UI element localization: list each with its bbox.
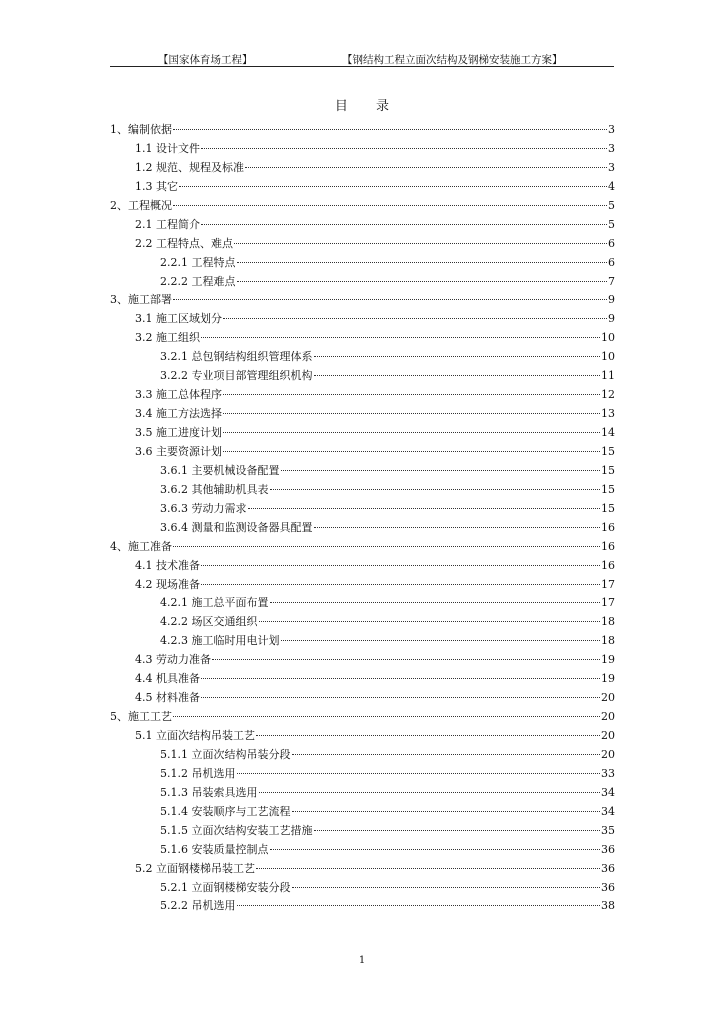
- toc-entry-label: 3.2.1 总包钢结构组织管理体系: [160, 350, 313, 364]
- toc-dot-leader: [256, 735, 600, 736]
- toc-entry-label: 2.2.1 工程特点: [160, 255, 236, 269]
- toc-entry[interactable]: [110, 803, 615, 822]
- toc-entry-page: 6: [608, 236, 615, 250]
- toc-dot-leader: [201, 337, 600, 338]
- toc-entry-label: 2.2 工程特点、难点: [135, 236, 233, 250]
- toc-entry-page: 18: [601, 634, 615, 648]
- toc-dot-leader: [179, 186, 607, 187]
- toc-dot-leader: [237, 905, 601, 906]
- toc-entry[interactable]: [110, 613, 615, 632]
- toc-entry-label: 3.6 主要资源计划: [135, 444, 222, 458]
- toc-entry-page: 36: [601, 861, 615, 875]
- toc-entry-label: 4.2.3 施工临时用电计划: [160, 634, 280, 648]
- toc-entry[interactable]: [110, 348, 615, 367]
- toc-dot-leader: [201, 678, 600, 679]
- toc-entry-label: 5.2.2 吊机选用: [160, 899, 236, 913]
- toc-entry-page: 3: [608, 141, 615, 155]
- toc-entry-label: 1.2 规范、规程及标准: [135, 160, 244, 174]
- toc-entry[interactable]: [110, 594, 615, 613]
- toc-dot-leader: [314, 527, 601, 528]
- toc-entry-label: 5.1.1 立面次结构吊装分段: [160, 747, 291, 761]
- toc-entry-label: 4.5 材料准备: [135, 691, 200, 705]
- toc-entry-page: 10: [601, 331, 615, 345]
- toc-entry-page: 10: [601, 350, 615, 364]
- toc-title: 目 录: [334, 99, 402, 114]
- toc-dot-leader: [237, 773, 601, 774]
- toc-entry-page: 20: [601, 691, 615, 705]
- toc-entry-page: 16: [601, 539, 615, 553]
- toc-entry[interactable]: [110, 254, 615, 273]
- table-of-contents: [110, 121, 615, 916]
- toc-entry[interactable]: [110, 216, 615, 235]
- toc-entry-page: 16: [601, 558, 615, 572]
- toc-dot-leader: [223, 318, 607, 319]
- toc-dot-leader: [223, 432, 600, 433]
- toc-entry-page: 18: [601, 615, 615, 629]
- toc-entry-page: 15: [601, 501, 615, 515]
- toc-entry-label: 3.5 施工进度计划: [135, 426, 222, 439]
- toc-entry[interactable]: [110, 481, 615, 500]
- toc-dot-leader: [173, 716, 600, 717]
- toc-dot-leader: [201, 565, 600, 566]
- toc-entry-label: 5.2 立面钢楼梯吊装工艺: [135, 861, 255, 875]
- toc-entry[interactable]: [110, 841, 615, 860]
- toc-entry-label: 5.1.2 吊机选用: [160, 766, 236, 780]
- toc-entry-label: 1.1 设计文件: [135, 141, 200, 155]
- toc-dot-leader: [292, 887, 601, 888]
- toc-entry[interactable]: [110, 178, 615, 197]
- toc-dot-leader: [223, 451, 600, 452]
- toc-dot-leader: [234, 243, 607, 244]
- toc-entry-label: 3.1 施工区域划分: [135, 312, 222, 326]
- toc-dot-leader: [270, 849, 601, 850]
- toc-dot-leader: [173, 205, 607, 206]
- toc-entry-page: 15: [601, 463, 615, 477]
- toc-dot-leader: [292, 754, 601, 755]
- toc-entry[interactable]: [110, 443, 615, 462]
- toc-entry-page: 35: [601, 823, 615, 837]
- toc-entry-page: 17: [601, 596, 615, 610]
- toc-entry-page: 15: [601, 482, 615, 496]
- toc-entry-page: 6: [608, 255, 615, 269]
- toc-dot-leader: [270, 602, 601, 603]
- toc-entry-page: 36: [601, 880, 615, 894]
- toc-entry[interactable]: [110, 140, 615, 159]
- toc-entry-page: 9: [608, 293, 615, 307]
- toc-dot-leader: [281, 640, 601, 641]
- toc-dot-leader: [212, 659, 600, 660]
- toc-entry[interactable]: [110, 424, 615, 443]
- toc-entry-page: 20: [601, 747, 615, 761]
- toc-entry[interactable]: [110, 235, 615, 254]
- toc-entry[interactable]: [110, 879, 615, 898]
- toc-entry-page: 5: [608, 217, 615, 231]
- toc-entry-page: 19: [601, 672, 615, 686]
- toc-entry[interactable]: [110, 159, 615, 178]
- toc-entry[interactable]: [110, 462, 615, 481]
- toc-entry[interactable]: [110, 291, 615, 310]
- toc-entry[interactable]: [110, 897, 615, 916]
- toc-entry-page: 34: [601, 804, 615, 818]
- toc-dot-leader: [281, 470, 601, 471]
- toc-entry-label: 3.6.2 其他辅助机具表: [160, 482, 269, 496]
- toc-dot-leader: [245, 167, 607, 168]
- toc-entry[interactable]: [110, 557, 615, 576]
- toc-entry-page: 36: [601, 842, 615, 856]
- toc-entry-label: 5、施工工艺: [110, 710, 172, 724]
- header-document-title: 【钢结构工程立面次结构及钢梯安装施工方案】: [342, 54, 563, 66]
- toc-dot-leader: [237, 281, 608, 282]
- toc-entry-label: 3、施工部署: [110, 293, 172, 307]
- toc-dot-leader: [201, 148, 607, 149]
- toc-dot-leader: [201, 224, 607, 225]
- toc-entry-label: 2.1 工程简介: [135, 217, 200, 231]
- toc-entry-label: 5.1.3 吊装索具选用: [160, 785, 258, 799]
- toc-dot-leader: [201, 697, 600, 698]
- toc-entry-page: 15: [601, 444, 615, 458]
- toc-entry-label: 5.1.5 立面次结构安装工艺措施: [160, 823, 313, 837]
- toc-entry-label: 4.4 机具准备: [135, 672, 200, 686]
- toc-dot-leader: [292, 811, 601, 812]
- toc-entry[interactable]: [110, 519, 615, 538]
- toc-entry[interactable]: [110, 784, 615, 803]
- toc-entry-label: 4、施工准备: [110, 539, 172, 553]
- toc-entry[interactable]: [110, 632, 615, 651]
- toc-entry-label: 3.3 施工总体程序: [135, 388, 222, 402]
- page-header: [110, 42, 614, 67]
- toc-entry-label: 5.1 立面次结构吊装工艺: [135, 729, 255, 742]
- toc-entry[interactable]: [110, 121, 615, 140]
- toc-entry-page: 13: [601, 407, 615, 421]
- toc-entry-label: 2.2.2 工程难点: [160, 274, 236, 288]
- toc-dot-leader: [256, 868, 600, 869]
- toc-entry[interactable]: [110, 670, 615, 689]
- toc-entry[interactable]: [110, 860, 615, 879]
- toc-entry[interactable]: [110, 538, 615, 557]
- toc-entry[interactable]: [110, 386, 615, 405]
- toc-entry-label: 4.3 劳动力准备: [135, 653, 211, 667]
- toc-entry-label: 3.4 施工方法选择: [135, 407, 222, 421]
- toc-entry-page: 34: [601, 785, 615, 799]
- toc-entry-label: 4.2.1 施工总平面布置: [160, 596, 269, 610]
- toc-dot-leader: [270, 489, 601, 490]
- toc-entry[interactable]: [110, 500, 615, 519]
- toc-entry-page: 14: [601, 426, 615, 439]
- toc-entry-page: 20: [601, 710, 615, 724]
- toc-entry-page: 7: [608, 274, 615, 288]
- toc-entry-page: 4: [608, 179, 615, 193]
- toc-entry-page: 38: [601, 899, 615, 913]
- toc-entry-page: 12: [601, 388, 615, 402]
- toc-dot-leader: [248, 508, 601, 509]
- toc-dot-leader: [201, 584, 600, 585]
- toc-entry-label: 3.6.1 主要机械设备配置: [160, 463, 280, 477]
- toc-entry[interactable]: [110, 367, 615, 386]
- toc-dot-leader: [223, 413, 600, 414]
- toc-dot-leader: [314, 830, 601, 831]
- toc-entry[interactable]: [110, 405, 615, 424]
- toc-entry[interactable]: [110, 727, 615, 746]
- toc-entry[interactable]: [110, 822, 615, 841]
- toc-entry-page: 33: [601, 766, 615, 780]
- toc-entry-label: 1.3 其它: [135, 179, 178, 193]
- toc-entry-label: 4.2.2 场区交通组织: [160, 615, 258, 629]
- toc-entry-page: 17: [601, 577, 615, 591]
- toc-entry-page: 19: [601, 653, 615, 667]
- header-project-name: 【国家体育场工程】: [158, 54, 253, 66]
- toc-entry-label: 3.6.3 劳动力需求: [160, 501, 247, 515]
- toc-entry-page: 3: [608, 160, 615, 174]
- toc-entry-label: 2、工程概况: [110, 198, 172, 212]
- toc-entry[interactable]: [110, 197, 615, 216]
- toc-entry-label: 4.1 技术准备: [135, 558, 200, 572]
- toc-entry-label: 5.2.1 立面钢楼梯安装分段: [160, 880, 291, 894]
- toc-entry[interactable]: [110, 689, 615, 708]
- toc-dot-leader: [259, 621, 601, 622]
- toc-dot-leader: [314, 375, 601, 376]
- toc-entry-label: 1、编制依据: [110, 123, 172, 136]
- toc-entry[interactable]: [110, 576, 615, 595]
- toc-entry[interactable]: [110, 329, 615, 348]
- toc-entry-label: 4.2 现场准备: [135, 577, 200, 591]
- toc-entry[interactable]: [110, 310, 615, 329]
- toc-entry-label: 5.1.4 安装顺序与工艺流程: [160, 804, 291, 818]
- toc-entry-page: 5: [608, 198, 615, 212]
- toc-entry-page: 9: [608, 312, 615, 326]
- toc-entry-label: 5.1.6 安装质量控制点: [160, 842, 269, 856]
- toc-dot-leader: [259, 792, 601, 793]
- toc-entry-page: 11: [601, 369, 615, 383]
- toc-entry[interactable]: [110, 746, 615, 765]
- toc-dot-leader: [173, 299, 607, 300]
- toc-entry-label: 3.2 施工组织: [135, 331, 200, 345]
- toc-entry-label: 3.2.2 专业项目部管理组织机构: [160, 369, 313, 383]
- toc-entry-page: 20: [601, 729, 615, 742]
- toc-dot-leader: [314, 356, 601, 357]
- toc-entry-page: 3: [608, 123, 615, 136]
- toc-entry[interactable]: [110, 708, 615, 727]
- toc-dot-leader: [173, 129, 607, 130]
- toc-dot-leader: [173, 546, 600, 547]
- toc-entry[interactable]: [110, 765, 615, 784]
- toc-dot-leader: [237, 262, 608, 263]
- toc-entry-page: 16: [601, 520, 615, 534]
- toc-dot-leader: [223, 394, 600, 395]
- toc-entry[interactable]: [110, 651, 615, 670]
- toc-entry[interactable]: [110, 273, 615, 292]
- toc-entry-label: 3.6.4 测量和监测设备器具配置: [160, 520, 313, 534]
- page-number: 1: [358, 955, 366, 966]
